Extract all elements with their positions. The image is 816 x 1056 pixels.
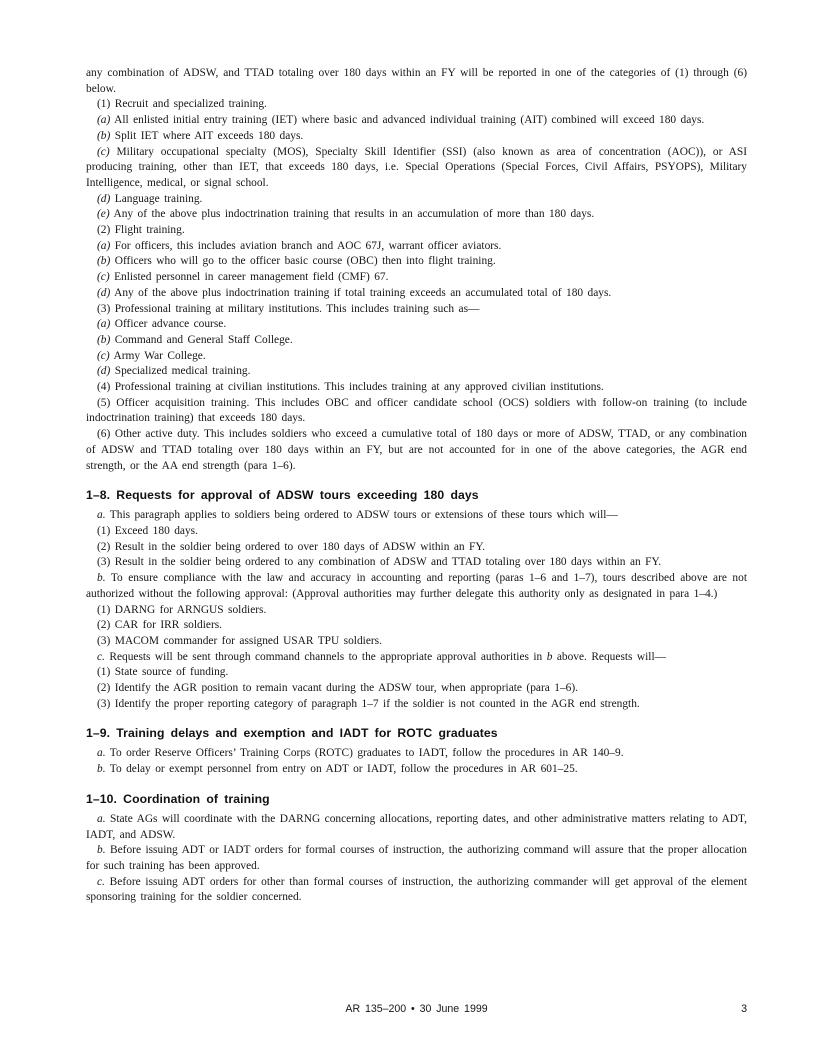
paragraph [86,427,747,474]
document-body [86,66,747,906]
text-run: To ensure compliance with the law and accuracy in accounting and reporting (paras 1–6 and 1–7), tours described above are not authorized without the following approval: (Approval authorities may further delegate this authority only as designated in para 1–4.) [86,572,747,600]
italic-text: c. [97,875,105,888]
paragraph [86,524,747,540]
text-run: (3) Identify the proper reporting category of paragraph 1–7 if the soldier is not counted in the AGR end strength. [97,697,640,710]
text-run: (1) DARNG for ARNGUS soldiers. [97,603,267,616]
text-run: above. Requests will— [552,650,667,663]
text-run: This paragraph applies to soldiers being ordered to ADSW tours or extensions of these tours which will— [105,509,618,522]
text-run: Specialized medical training. [110,365,251,378]
paragraph [86,681,747,697]
italic-text: a. [97,747,106,760]
text-run: (4) Professional training at civilian institutions. This includes training at any approved civilian institutions. [97,381,604,394]
text-run: State AGs will coordinate with the DARNG concerning allocations, reporting dates, and other administrative matters relating to ADT, IADT, and ADSW. [86,812,747,841]
italic-text: b. [97,572,106,585]
paragraph [86,364,747,380]
italic-text: b. [97,763,106,776]
italic-text: (c) [97,349,110,362]
text-run: (3) Result in the soldier being ordered to any combination of ADSW and TTAD totaling over 180 days within an FY. [97,556,662,569]
paragraph [86,875,747,906]
italic-text: c. [97,650,105,663]
paragraph [86,145,747,192]
paragraph [86,665,747,681]
paragraph [86,746,747,762]
italic-text: (c) [97,145,110,158]
text-run: (2) Identify the AGR position to remain vacant during the ADSW tour, when appropriate (para 1–6). [97,682,578,695]
italic-text: b [546,650,553,663]
italic-text: (c) [97,271,110,284]
italic-text: (e) [97,208,110,221]
text-run: Before issuing ADT or IADT orders for formal courses of instruction, the authorizing command will assure that the proper allocation for such training has been approved. [86,844,747,872]
text-run: (6) Other active duty. This includes soldiers who exceed a cumulative total of 180 days or more of ADSW, TTAD, or any combination of ADSW and TTAD totaling over 180 days within an FY, but are not accounted for in one of the above categories, the AGR end strength, or the AA end strength (para 1–6). [86,428,747,472]
paragraph [86,762,747,778]
paragraph [86,540,747,556]
italic-text: (d) [97,286,111,299]
italic-text: (b) [97,129,111,142]
text-run: (1) Exceed 180 days. [97,524,198,537]
paragraph [86,66,747,97]
text-run: Command and General Staff College. [110,333,293,346]
text-run: Army War College. [109,349,206,362]
paragraph [86,843,747,874]
text-run: All enlisted initial entry training (IET) where basic and advanced individual training (AIT) combined will exceed 180 days. [110,114,705,127]
paragraph [86,270,747,286]
paragraph [86,508,747,524]
text-run: (1) State source of funding. [97,666,229,679]
paragraph [86,207,747,223]
text-run: Language training. [110,192,203,205]
paragraph [86,697,747,713]
page-footer [86,1003,747,1019]
paragraph [86,603,747,619]
paragraph [86,97,747,113]
paragraph [86,618,747,634]
section-heading: 1–8. Requests for approval of ADSW tours exceeding 180 days [86,488,479,503]
text-run: (5) Officer acquisition training. This includes OBC and officer candidate school (OCS) soldiers with follow-on training (to include indoctrination training) that exceeds 180 days. [86,396,747,425]
text-run: To delay or exempt personnel from entry on ADT or IADT, follow the procedures in AR 601–25. [105,763,578,776]
text-run: Split IET where AIT exceeds 180 days. [110,129,304,142]
italic-text: (b) [97,333,111,346]
italic-text: a. [97,509,106,522]
paragraph [86,380,747,396]
text-run: Any of the above plus indoctrination training if total training exceeds an accumulated total of 180 days. [110,286,612,299]
text-run: (1) Recruit and specialized training. [97,98,267,111]
section-heading: 1–9. Training delays and exemption and IADT for ROTC graduates [86,726,498,741]
italic-text: (a) [97,114,111,127]
section-heading: 1–10. Coordination of training [86,791,270,806]
paragraph [86,317,747,333]
text-run: Requests will be sent through command channels to the appropriate approval authorities in [104,650,547,663]
text-run: (2) Flight training. [97,224,185,237]
paragraph [86,302,747,318]
text-run: Enlisted personnel in career management field (CMF) 67. [109,271,389,284]
text-run: Military occupational specialty (MOS), Specialty Skill Identifier (SSI) (also known as area of concentration (AOC)), or ASI producing training, other than IET, that exceeds 180 days, i.e. Special Operations (Special Forces, Civil Affairs, PSYOPS), Military Intelligence, medical, or signal school. [86,145,747,189]
paragraph [86,286,747,302]
italic-text: (b) [97,255,111,268]
paragraph [86,333,747,349]
paragraph [86,223,747,239]
paragraph [86,571,747,602]
text-run: Before issuing ADT orders for other than formal courses of instruction, the authorizing commander will get approval of the element sponsoring training for the soldier concerned. [86,875,747,904]
italic-text: (d) [97,365,111,378]
text-run: For officers, this includes aviation branch and AOC 67J, warrant officer aviators. [110,239,502,252]
text-run: To order Reserve Officers’ Training Corps (ROTC) graduates to IADT, follow the procedures in AR 140–9. [105,747,624,760]
paragraph [86,396,747,427]
text-run: (2) Result in the soldier being ordered to over 180 days of ADSW within an FY. [97,540,485,553]
paragraph [86,129,747,145]
paragraph [86,349,747,365]
italic-text: a. [97,812,106,825]
text-run: (3) Professional training at military institutions. This includes training such as— [97,302,480,315]
italic-text: (a) [97,318,111,331]
paragraph [86,239,747,255]
paragraph [86,555,747,571]
italic-text: (d) [97,192,111,205]
italic-text: (a) [97,239,111,252]
text-run: any combination of ADSW, and TTAD totaling over 180 days within an FY will be reported in one of the categories of (1) through (6) below. [86,67,747,95]
paragraph [86,254,747,270]
page-number: 3 [741,1003,747,1015]
paragraph [86,634,747,650]
paragraph [86,812,747,843]
text-run: Officer advance course. [110,318,227,331]
paragraph [86,113,747,129]
paragraph [86,192,747,208]
footer-citation: AR 135–200 • 30 June 1999 [345,1003,488,1015]
paragraph [86,650,747,666]
text-run: (2) CAR for IRR soldiers. [97,619,223,632]
text-run: Any of the above plus indoctrination training that results in an accumulation of more than 180 days. [109,208,595,221]
text-run: Officers who will go to the officer basic course (OBC) then into flight training. [110,255,496,268]
italic-text: b. [97,844,106,857]
text-run: (3) MACOM commander for assigned USAR TPU soldiers. [97,634,382,647]
